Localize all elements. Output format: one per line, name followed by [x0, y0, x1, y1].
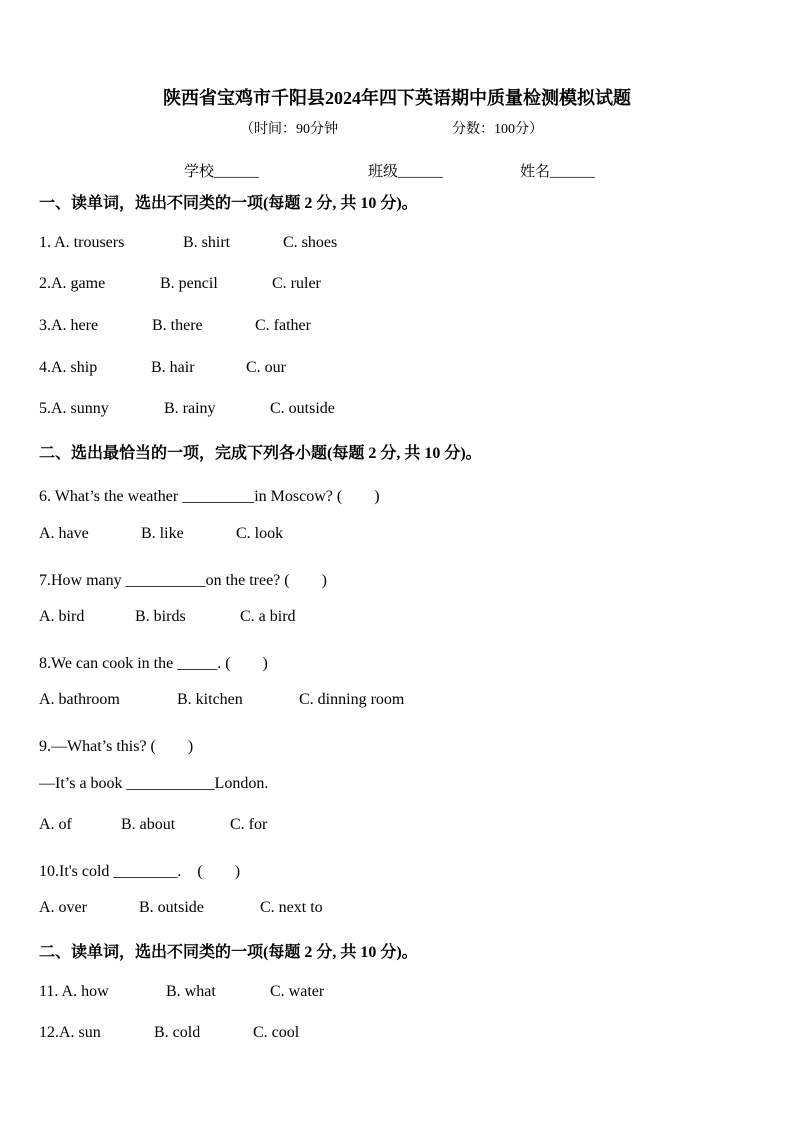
option-a: 1. A. trousers — [39, 234, 125, 251]
exam-score: 分数：100分） — [452, 122, 543, 137]
question-8-stem: 8.We can cook in the _____. ( ) — [39, 655, 268, 672]
option-c: C. dinning room — [299, 691, 405, 708]
question-3 — [39, 317, 311, 335]
question-11 — [39, 983, 325, 1001]
question-6-options — [39, 525, 284, 543]
class-field: 班级______ — [368, 164, 444, 180]
question-9-stem-2: —It’s a book ___________London. — [39, 775, 269, 792]
question-1 — [39, 234, 338, 252]
question-5 — [39, 400, 335, 418]
option-c: C. shoes — [283, 234, 338, 251]
question-9-options — [39, 816, 268, 834]
question-7-options — [39, 608, 296, 626]
option-b: B. there — [152, 317, 203, 334]
option-a: 2.A. game — [39, 275, 106, 292]
option-a: 3.A. here — [39, 317, 99, 334]
option-b: B. outside — [139, 899, 204, 916]
option-b: B. about — [121, 816, 176, 833]
option-b: B. shirt — [183, 234, 231, 251]
option-a: A. bird — [39, 608, 85, 625]
option-a: A. of — [39, 816, 72, 833]
option-a: A. over — [39, 899, 87, 916]
exam-time: （时间：90分钟 — [240, 122, 338, 137]
section-heading-1: 一、读单词，选出不同类的一项(每题 2 分, 共 10 分)。 — [39, 195, 418, 212]
option-c: C. look — [236, 525, 284, 542]
option-c: C. our — [246, 359, 286, 376]
question-12 — [39, 1024, 300, 1042]
option-c: C. next to — [260, 899, 323, 916]
question-9-stem: 9.—What’s this? ( ) — [39, 738, 194, 755]
option-a: A. have — [39, 525, 89, 542]
option-c: C. cool — [253, 1024, 300, 1041]
option-b: B. kitchen — [177, 691, 243, 708]
option-b: B. birds — [135, 608, 186, 625]
option-c: C. father — [255, 317, 311, 334]
question-6-stem: 6. What’s the weather _________in Moscow? ( ) — [39, 488, 380, 505]
option-c: C. outside — [270, 400, 335, 417]
option-a: 12.A. sun — [39, 1024, 101, 1041]
question-10-stem: 10.It's cold ________. ( ) — [39, 863, 241, 880]
option-b: B. pencil — [160, 275, 218, 292]
question-8-options — [39, 691, 405, 709]
option-a: 4.A. ship — [39, 359, 98, 376]
option-b: B. cold — [154, 1024, 201, 1041]
question-4 — [39, 359, 286, 377]
option-a: 11. A. how — [39, 983, 109, 1000]
question-2 — [39, 275, 321, 293]
section-heading-3: 二、读单词，选出不同类的一项(每题 2 分, 共 10 分)。 — [39, 944, 418, 961]
question-7-stem: 7.How many __________on the tree? ( ) — [39, 572, 327, 589]
section-heading-2: 二、选出最恰当的一项，完成下列各小题(每题 2 分, 共 10 分)。 — [39, 445, 482, 462]
option-c: C. a bird — [240, 608, 296, 625]
option-b: B. rainy — [164, 400, 216, 417]
option-b: B. what — [166, 983, 216, 1000]
option-c: C. water — [270, 983, 325, 1000]
option-b: B. like — [141, 525, 184, 542]
option-c: C. for — [230, 816, 268, 833]
name-field: 姓名______ — [520, 164, 596, 180]
option-a: A. bathroom — [39, 691, 120, 708]
question-10-options — [39, 899, 323, 917]
option-b: B. hair — [151, 359, 195, 376]
school-field: 学校______ — [184, 164, 260, 180]
option-a: 5.A. sunny — [39, 400, 109, 417]
page-title: 陕西省宝鸡市千阳县2024年四下英语期中质量检测模拟试题 — [163, 88, 631, 108]
option-c: C. ruler — [272, 275, 321, 292]
